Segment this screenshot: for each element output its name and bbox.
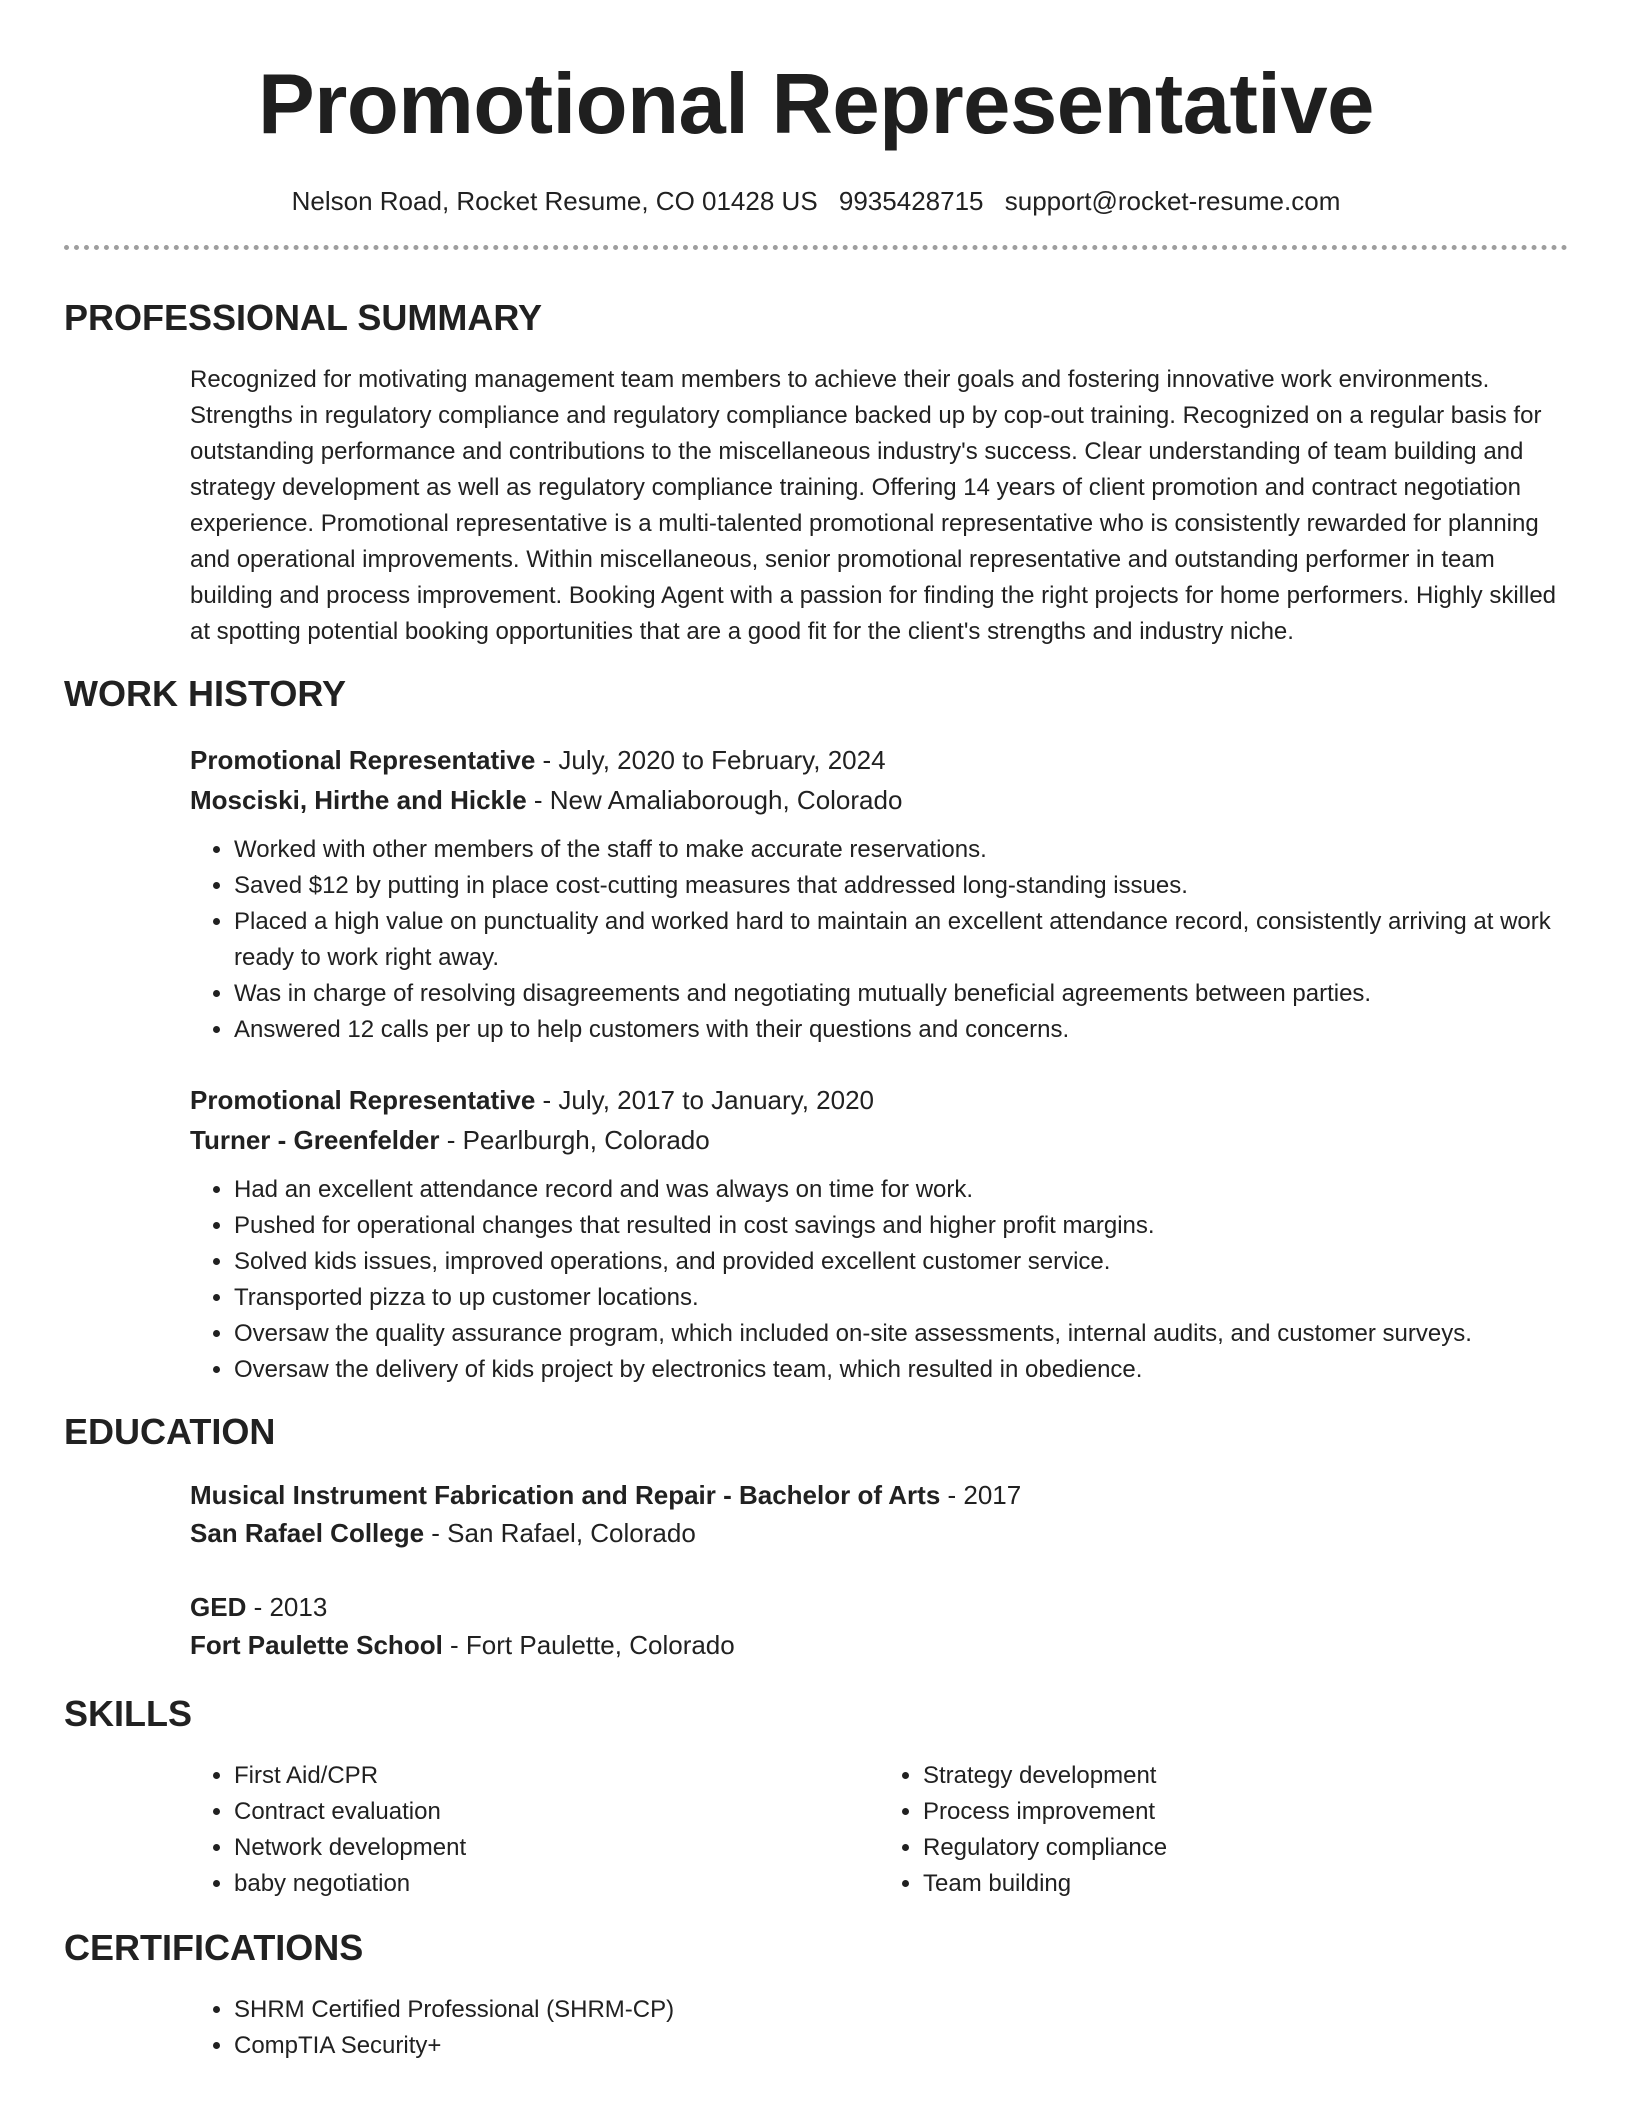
summary-text: Recognized for motivating management team members to achieve their goals and fostering innovative work environments. Strengths in regulatory compliance and regulatory compliance backed up by cop-out training. Recognized on a regular basis for outstanding performance and contributions to the miscellaneous industry's success. Clear understanding of team building and strategy development as well as regulatory compliance training. Offering 14 years of client promotion and contract negotiation experience. Promotional representative is a multi-talented promotional representative who is consistently rewarded for planning and operational improvements. Within miscellaneous, senior promotional representative and outstanding performer in team building and process improvement. Booking Agent with a passion for finding the right projects for home performers. Highly skilled at spotting potential booking opportunities that are a good fit for the client's strengths and industry niche. — [190, 366, 1557, 645]
education-location: - San Rafael, Colorado — [424, 1518, 696, 1548]
list-item: • Oversaw the delivery of kids project by electronics team, which resulted in obedience. — [234, 1352, 1568, 1388]
contact-phone: 9935428715 — [838, 186, 984, 216]
education-school: Fort Paulette School — [190, 1630, 443, 1660]
job-location: - Pearlburgh, Colorado — [439, 1125, 710, 1155]
list-item: • Answered 12 calls per up to help customers with their questions and concerns. — [234, 1012, 1568, 1048]
job-company: Turner - Greenfelder — [190, 1125, 440, 1155]
section-title-work: WORK HISTORY — [64, 673, 347, 714]
education-year: - 2013 — [246, 1592, 328, 1622]
education-degree-line — [190, 1588, 1568, 1626]
list-item: • Solved kids issues, improved operations, and provided excellent customer service. — [234, 1244, 1568, 1280]
header-divider — [64, 245, 1568, 250]
education-location: - Fort Paulette, Colorado — [442, 1630, 735, 1660]
skills-list — [190, 1758, 1568, 1902]
job-role: Promotional Representative — [190, 745, 536, 775]
list-item: • Saved $12 by putting in place cost-cutting measures that addressed long-standing issues. — [234, 868, 1568, 904]
skill-item: • Strategy development — [923, 1758, 1568, 1794]
section-title-certifications: CERTIFICATIONS — [64, 1927, 364, 1968]
skill-item: • Network development — [234, 1830, 879, 1866]
skill-item: • Process improvement — [923, 1794, 1568, 1830]
job-entry — [190, 740, 1568, 1048]
contact-line — [0, 183, 1632, 219]
education-degree: GED — [190, 1592, 247, 1622]
education-school: San Rafael College — [190, 1518, 425, 1548]
education-school-line — [190, 1514, 1568, 1552]
skill-item: • Regulatory compliance — [923, 1830, 1568, 1866]
job-company-line — [190, 780, 1568, 820]
education-year: - 2017 — [940, 1480, 1022, 1510]
resume-name: Promotional Representative — [258, 57, 1374, 152]
job-title-line — [190, 740, 1568, 780]
job-company: Mosciski, Hirthe and Hickle — [190, 785, 527, 815]
education-school-line — [190, 1626, 1568, 1664]
list-item: • Had an excellent attendance record and was always on time for work. — [234, 1172, 1568, 1208]
certifications-list — [190, 1992, 1568, 2064]
job-title-line — [190, 1080, 1568, 1120]
certification-item: • CompTIA Security+ — [234, 2028, 1568, 2064]
skill-item: • Contract evaluation — [234, 1794, 879, 1830]
education-degree: Musical Instrument Fabrication and Repair - Bachelor of Arts — [190, 1480, 941, 1510]
job-bullets — [190, 832, 1568, 1048]
job-company-line — [190, 1120, 1568, 1160]
skills-column-left — [190, 1758, 879, 1902]
job-entry — [190, 1080, 1568, 1388]
section-title-skills: SKILLS — [64, 1693, 193, 1734]
education-entry — [190, 1588, 1568, 1664]
contact-address: Nelson Road, Rocket Resume, CO 01428 US — [291, 186, 818, 216]
skill-item: • baby negotiation — [234, 1866, 879, 1902]
skill-item: • First Aid/CPR — [234, 1758, 879, 1794]
certification-item: • SHRM Certified Professional (SHRM-CP) — [234, 1992, 1568, 2028]
education-degree-line — [190, 1476, 1568, 1514]
list-item: • Pushed for operational changes that resulted in cost savings and higher profit margins. — [234, 1208, 1568, 1244]
section-title-summary: PROFESSIONAL SUMMARY — [64, 297, 543, 338]
job-dates: - July, 2020 to February, 2024 — [535, 745, 886, 775]
job-role: Promotional Representative — [190, 1085, 536, 1115]
list-item: • Placed a high value on punctuality and worked hard to maintain an excellent attendance record, consistently arriving at work ready to work right away. — [234, 904, 1568, 976]
education-entry — [190, 1476, 1568, 1552]
list-item: • Transported pizza to up customer locations. — [234, 1280, 1568, 1316]
list-item: • Was in charge of resolving disagreements and negotiating mutually beneficial agreements between parties. — [234, 976, 1568, 1012]
list-item: • Worked with other members of the staff to make accurate reservations. — [234, 832, 1568, 868]
certifications-items — [190, 1992, 1568, 2064]
section-title-education: EDUCATION — [64, 1411, 276, 1452]
job-bullets — [190, 1172, 1568, 1388]
list-item: • Oversaw the quality assurance program, which included on-site assessments, internal audits, and customer surveys. — [234, 1316, 1568, 1352]
job-dates: - July, 2017 to January, 2020 — [535, 1085, 874, 1115]
contact-email: support@rocket-resume.com — [1004, 186, 1341, 216]
skills-column-right — [879, 1758, 1568, 1902]
job-location: - New Amaliaborough, Colorado — [526, 785, 903, 815]
skill-item: • Team building — [923, 1866, 1568, 1902]
